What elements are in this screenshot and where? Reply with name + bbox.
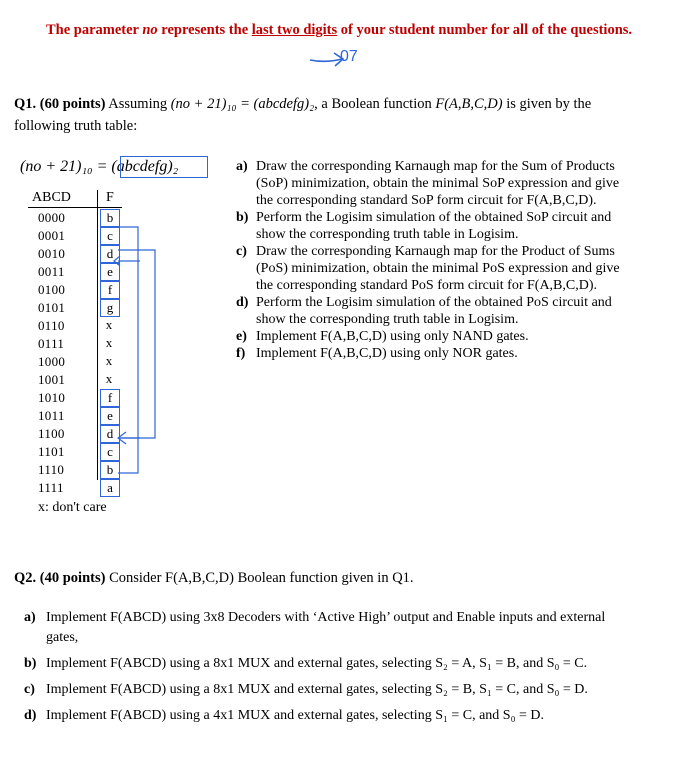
table-row-f: f bbox=[100, 281, 120, 299]
dont-care-note: x: don't care bbox=[38, 500, 107, 515]
q1-label: Q1. (60 points) bbox=[14, 96, 106, 112]
q2-item bbox=[24, 706, 674, 726]
q2-item-text: Implement F(ABCD) using 3x8 Decoders with ‘Active High’ output and Enable inputs and external bbox=[46, 610, 606, 625]
table-row-abcd: 0001 bbox=[38, 228, 66, 243]
q2-text: Consider F(A,B,C,D) Boolean function given in Q1. bbox=[105, 570, 414, 586]
q2-item-text: Implement F(ABCD) using a 8x1 MUX and external gates, selecting S₂ = A, S₁ = B, and S₀ = C. bbox=[46, 656, 588, 671]
table-row-f: e bbox=[100, 407, 120, 425]
q2-item-label: c) bbox=[24, 682, 35, 697]
q2-label: Q2. (40 points) bbox=[14, 570, 106, 586]
q1-item-text: Implement F(A,B,C,D) using only NAND gates. bbox=[256, 329, 529, 344]
q2-item bbox=[24, 608, 674, 648]
table-row-abcd: 0111 bbox=[38, 336, 65, 351]
q2-item-text: Implement F(ABCD) using a 8x1 MUX and external gates, selecting S₂ = B, S₁ = C, and S₀ = D. bbox=[46, 682, 588, 697]
q1-item bbox=[236, 345, 666, 362]
q1-item-text: the corresponding standard PoS form circuit for F(A,B,C,D). bbox=[256, 278, 597, 293]
table-row-abcd: 1111 bbox=[38, 480, 64, 495]
table-row-f: a bbox=[100, 479, 120, 497]
header-text-1: The parameter bbox=[45, 22, 143, 38]
q1-item-text: (PoS) minimization, obtain the minimal PoS expression and give bbox=[256, 261, 620, 276]
table-row-f: b bbox=[100, 461, 120, 479]
q1-item bbox=[236, 158, 666, 209]
table-row-f: f bbox=[100, 389, 120, 407]
q1-item-text: (SoP) minimization, obtain the minimal SoP expression and give bbox=[256, 176, 620, 191]
q1-item-label: a) bbox=[236, 159, 248, 174]
table-header-f: F bbox=[106, 190, 114, 205]
q1-item-text: Draw the corresponding Karnaugh map for the Sum of Products bbox=[256, 159, 615, 174]
q2-item-list bbox=[24, 608, 674, 732]
table-row-abcd: 1000 bbox=[38, 354, 66, 369]
table-row-abcd: 1101 bbox=[38, 444, 65, 459]
q1-item bbox=[236, 328, 666, 345]
q2-item-label: a) bbox=[24, 610, 36, 625]
q1-text-1: Assuming bbox=[105, 96, 171, 112]
table-row-f: d bbox=[100, 245, 120, 263]
table-row-f: c bbox=[100, 227, 120, 245]
table-row-f: b bbox=[100, 209, 120, 227]
q1-text-2: , a Boolean function bbox=[314, 96, 436, 112]
q1-item-label: e) bbox=[236, 329, 247, 344]
table-row-f: x bbox=[105, 371, 113, 386]
table-row-f: g bbox=[100, 299, 120, 317]
q2-item-label: b) bbox=[24, 656, 37, 671]
q1-item-label: d) bbox=[236, 295, 249, 310]
q1-item-list bbox=[236, 158, 666, 362]
q1-item bbox=[236, 209, 666, 243]
q1-func: F(A,B,C,D) bbox=[435, 96, 503, 112]
header-text-2: represents the bbox=[157, 22, 252, 38]
q1-item-text: show the corresponding truth table in Logisim. bbox=[256, 227, 519, 242]
q2-item-label: d) bbox=[24, 708, 37, 723]
annotation-student-digits: 07 bbox=[340, 48, 358, 65]
table-row-abcd: 0101 bbox=[38, 300, 66, 315]
table-header-abcd: ABCD bbox=[32, 190, 71, 205]
q1-item-text: Perform the Logisim simulation of the obtained SoP circuit and bbox=[256, 210, 612, 225]
q2-title bbox=[14, 570, 414, 587]
q1-item-label: f) bbox=[236, 346, 246, 361]
q1-equation: (no + 21)₁₀ = (abcdefg)₂ bbox=[20, 158, 179, 175]
q1-item-text: the corresponding standard SoP form circuit for F(A,B,C,D). bbox=[256, 193, 597, 208]
table-row-abcd: 1100 bbox=[38, 426, 65, 441]
q1-item-text: Draw the corresponding Karnaugh map for the Product of Sums bbox=[256, 244, 615, 259]
q1-item-text: show the corresponding truth table in Logisim. bbox=[256, 312, 519, 327]
q1-item-label: b) bbox=[236, 210, 249, 225]
table-row-abcd: 1001 bbox=[38, 372, 66, 387]
table-row-f: e bbox=[100, 263, 120, 281]
q2-item-text: gates, bbox=[46, 630, 79, 645]
q2-item bbox=[24, 680, 674, 700]
table-row-abcd: 0010 bbox=[38, 246, 66, 261]
q1-item bbox=[236, 294, 666, 328]
q1-item-text: Implement F(A,B,C,D) using only NOR gates. bbox=[256, 346, 518, 361]
q1-item bbox=[236, 243, 666, 294]
table-row-abcd: 0011 bbox=[38, 264, 65, 279]
q1-item-text: Perform the Logisim simulation of the obtained PoS circuit and bbox=[256, 295, 612, 310]
q1-text-3: is given by the bbox=[502, 96, 592, 112]
table-row-abcd: 1010 bbox=[38, 390, 66, 405]
table-row-f: x bbox=[105, 335, 113, 350]
table-row-abcd: 0110 bbox=[38, 318, 65, 333]
table-row-abcd: 0100 bbox=[38, 282, 66, 297]
table-row-f: c bbox=[100, 443, 120, 461]
table-row-f: x bbox=[105, 353, 113, 368]
header-text-3: of your student number for all of the questions. bbox=[337, 22, 633, 38]
q1-title-line2: following truth table: bbox=[14, 118, 138, 134]
table-row-abcd: 1011 bbox=[38, 408, 65, 423]
table-row-f: d bbox=[100, 425, 120, 443]
q1-item-label: c) bbox=[236, 244, 247, 259]
q2-item bbox=[24, 654, 674, 674]
q2-item-text: Implement F(ABCD) using a 4x1 MUX and external gates, selecting S₁ = C, and S₀ = D. bbox=[46, 708, 544, 723]
table-row-f: x bbox=[105, 317, 113, 332]
q1-expr: (no + 21)₁₀ = (abcdefg)₂ bbox=[170, 96, 315, 112]
header-no: no bbox=[142, 22, 158, 38]
table-row-abcd: 0000 bbox=[38, 210, 66, 225]
table-row-abcd: 1110 bbox=[38, 462, 65, 477]
header-underlined: last two digits bbox=[251, 22, 338, 38]
